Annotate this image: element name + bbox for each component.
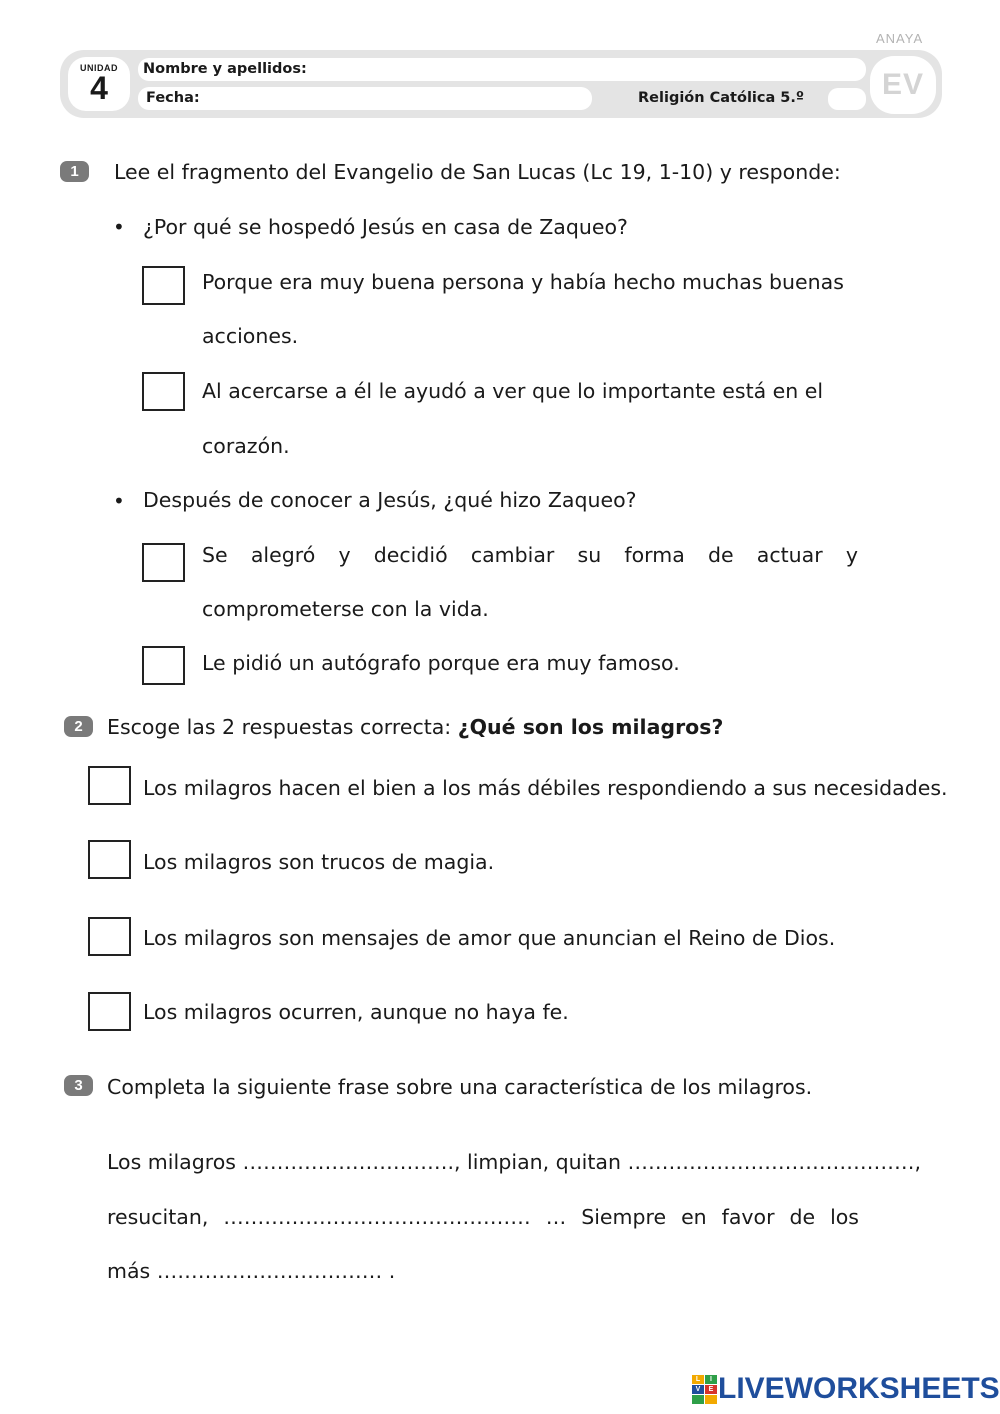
option-2-2: Los milagros son trucos de magia.	[143, 850, 495, 874]
logo-cell	[692, 1395, 704, 1404]
question-1b-text: Después de conocer a Jesús, ¿qué hizo Zaqueo?	[143, 488, 637, 512]
question-number-1: 1	[60, 161, 89, 182]
liveworksheets-logo-icon	[692, 1375, 716, 1403]
logo-cell: E	[705, 1385, 717, 1394]
question-number-3: 3	[64, 1075, 93, 1096]
option-2-3: Los milagros son mensajes de amor que anuncian el Reino de Dios.	[143, 926, 836, 950]
question-number-2: 2	[64, 716, 93, 737]
option-1a-1-line1: Porque era muy buena persona y había hecho muchas buenas	[202, 270, 844, 294]
question-1a-text: ¿Por qué se hospedó Jesús en casa de Zaqueo?	[143, 215, 628, 239]
liveworksheets-brand	[692, 1372, 1000, 1406]
unit-number: 4	[90, 70, 108, 106]
subject-label: Religión Católica 5.º	[638, 90, 805, 106]
name-field[interactable]: Nombre y apellidos:	[138, 58, 866, 81]
checkbox-2-4[interactable]	[88, 992, 131, 1031]
option-1a-1-line2: acciones.	[202, 324, 299, 348]
unit-badge	[68, 57, 130, 111]
fill-in-line-3[interactable]: más …………………………… .	[107, 1259, 396, 1283]
bullet-icon: •	[113, 489, 125, 513]
logo-cell: L	[692, 1375, 704, 1384]
unit-label: UNIDAD	[80, 63, 118, 73]
option-2-1: Los milagros hacen el bien a los más débiles respondiendo a sus necesidades.	[143, 776, 948, 800]
question-1-prompt: Lee el fragmento del Evangelio de San Lucas (Lc 19, 1-10) y responde:	[114, 160, 841, 184]
logo-cell	[705, 1395, 717, 1404]
checkbox-1b-1[interactable]	[142, 543, 185, 582]
fill-in-line-2[interactable]: resucitan, ……………………………………… … Siempre en favor de los	[107, 1205, 859, 1229]
publisher-logo: ANAYA	[876, 31, 924, 46]
checkbox-2-1[interactable]	[88, 766, 131, 805]
question-2-prompt-bold: ¿Qué son los milagros?	[457, 715, 724, 739]
bullet-icon: •	[113, 215, 125, 239]
checkbox-1a-1[interactable]	[142, 266, 185, 305]
checkbox-2-3[interactable]	[88, 917, 131, 956]
checkbox-2-2[interactable]	[88, 840, 131, 879]
ev-badge	[870, 56, 936, 114]
question-2-prompt	[107, 715, 723, 739]
option-2-4: Los milagros ocurren, aunque no haya fe.	[143, 1000, 569, 1024]
ev-text: EV	[881, 68, 925, 101]
fill-in-line-1[interactable]: Los milagros …………………………., limpian, quitan ……………………………………,	[107, 1150, 921, 1174]
option-1b-1-line1: Se alegró y decidió cambiar su forma de actuar y	[202, 543, 858, 567]
option-1b-2-line1: Le pidió un autógrafo porque era muy famoso.	[202, 651, 680, 675]
option-1a-2-line2: corazón.	[202, 434, 290, 458]
option-1b-1-line2: comprometerse con la vida.	[202, 597, 489, 621]
grade-box[interactable]	[828, 88, 866, 110]
checkbox-1a-2[interactable]	[142, 372, 185, 411]
logo-cell: V	[692, 1385, 704, 1394]
checkbox-1b-2[interactable]	[142, 646, 185, 685]
date-field[interactable]: Fecha:	[138, 87, 592, 110]
liveworksheets-wordmark: LIVEWORKSHEETS	[718, 1372, 1000, 1405]
question-2-prompt-text: Escoge las 2 respuestas correcta:	[107, 715, 458, 739]
logo-cell: I	[705, 1375, 717, 1384]
option-1a-2-line1: Al acercarse a él le ayudó a ver que lo importante está en el	[202, 379, 824, 403]
question-3-prompt: Completa la siguiente frase sobre una característica de los milagros.	[107, 1075, 813, 1099]
